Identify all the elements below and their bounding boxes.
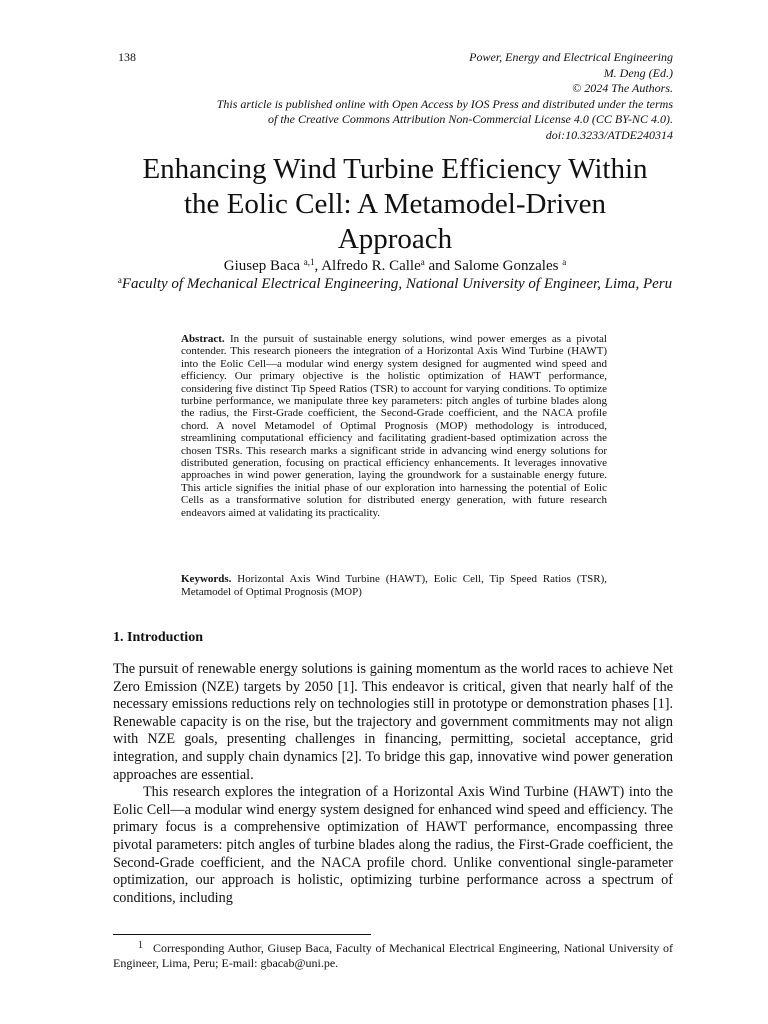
- editor-line: M. Deng (Ed.): [603, 65, 673, 80]
- author-3-name: and Salome Gonzales: [424, 258, 563, 274]
- abstract-label: Abstract.: [181, 333, 225, 345]
- doi-line: doi:10.3233/ATDE240314: [545, 127, 673, 142]
- section-body: [113, 661, 673, 907]
- page-number: 138: [118, 50, 136, 64]
- abstract-text: In the pursuit of sustainable energy solutions, wind power emerges as a pivotal contender. This research pioneers the integration of a Horizontal Axis Wind Turbine (HAWT) into the Eolic Cell—a modular wind energy system designed for augmented wind speed and efficiency. Our primary objective is the holistic optimization of HAWT performance, considering five distinct Tip Speed Ratios (TSR) to account for varying conditions. To optimize turbine performance, we manipulate three key parameters: pitch angles of turbine blades along the radius, the First-Grade coefficient, the Second-Grade coefficient, and the NACA profile chord. A novel Metamodel of Optimal Prognosis (MOP) methodology is introduced, streamlining computational efficiency and facilitating gradient-based optimization across the chosen TSRs. This research marks a significant stride in advancing wind energy solutions for distributed generation, focusing on practical efficiency enhancements. It leverages innovative approaches in wind power generation, laying the groundwork for a sustainable energy future. This article signifies the initial phase of our exploration into harnessing the potential of Eolic Cells as a transformative solution for distributed energy generation, with future research endeavors aimed at validating its practicality.: [181, 333, 607, 519]
- publication-header: [113, 50, 673, 143]
- title-line-3: Approach: [337, 223, 453, 255]
- author-1-name: Giusep Baca: [223, 258, 304, 274]
- affiliation: [110, 275, 680, 293]
- keywords-text: Horizontal Axis Wind Turbine (HAWT), Eolic Cell, Tip Speed Ratios (TSR), Metamodel of Optimal Prognosis (MOP): [181, 573, 607, 598]
- keywords: [181, 573, 607, 599]
- paragraph-2: This research explores the integration of a Horizontal Axis Wind Turbine (HAWT) into the Eolic Cell—a modular wind energy system designed for enhanced wind speed and efficiency. The primary focus is a comprehensive optimization of HAWT performance, encompassing three pivotal parameters: pitch angles of turbine blades along the radius, the First-Grade coefficient, the Second-Grade coefficient, and the NACA profile chord. Unlike conventional single-parameter optimization, our approach is holistic, optimizing turbine performance across a spectrum of conditions, including: [113, 784, 673, 906]
- keywords-label: Keywords.: [181, 573, 232, 585]
- license-line-2: of the Creative Commons Attribution Non-Commercial License 4.0 (CC BY-NC 4.0).: [268, 112, 673, 126]
- paragraph-1: The pursuit of renewable energy solutions is gaining momentum as the world races to achieve Net Zero Emission (NZE) targets by 2050 [1]. This endeavor is critical, given that nearly half of the necessary emissions reductions rely on technologies still in prototype or demonstration phases [1]. Renewable capacity is on the rise, but the trajectory and government commitments may not align with NZE goals, presenting challenges in financing, permitting, societal acceptance, grid integration, and supply chain dynamics [2]. To bridge this gap, innovative wind power generation approaches are essential.: [113, 661, 673, 783]
- title-line-2: the Eolic Cell: A Metamodel-Driven: [183, 188, 606, 220]
- affiliation-mark: a: [117, 275, 122, 285]
- copyright-line: © 2024 The Authors.: [572, 81, 673, 95]
- footnote: 1 Corresponding Author, Giusep Baca, Faculty of Mechanical Electrical Engineering, National University of Engineer, Lima, Peru; E-mail: gbacab@uni.pe.: [113, 940, 673, 970]
- author-3-affil-mark: a: [562, 257, 567, 267]
- abstract: [181, 333, 607, 519]
- footnote-divider: [113, 934, 371, 935]
- footnote-text: Corresponding Author, Giusep Baca, Faculty of Mechanical Electrical Engineering, National University of Engineer, Lima, Peru; E-mail: gbacab@uni.pe.: [113, 941, 673, 970]
- author-2-affil-mark: a: [420, 257, 425, 267]
- journal-name: Power, Energy and Electrical Engineering: [469, 50, 673, 64]
- section-heading: 1. Introduction: [113, 630, 203, 645]
- author-list: [95, 257, 695, 275]
- author-1-affil-mark: a,1: [303, 257, 315, 267]
- title-line-1: Enhancing Wind Turbine Efficiency Within: [142, 153, 648, 185]
- license-line-1: This article is published online with Open Access by IOS Press and distributed under the terms: [216, 96, 673, 111]
- affiliation-text: Faculty of Mechanical Electrical Engineering, National University of Engineer, Lima, Peru: [121, 276, 673, 292]
- author-2-name: , Alfredo R. Calle: [314, 258, 421, 274]
- paper-title: [95, 152, 695, 257]
